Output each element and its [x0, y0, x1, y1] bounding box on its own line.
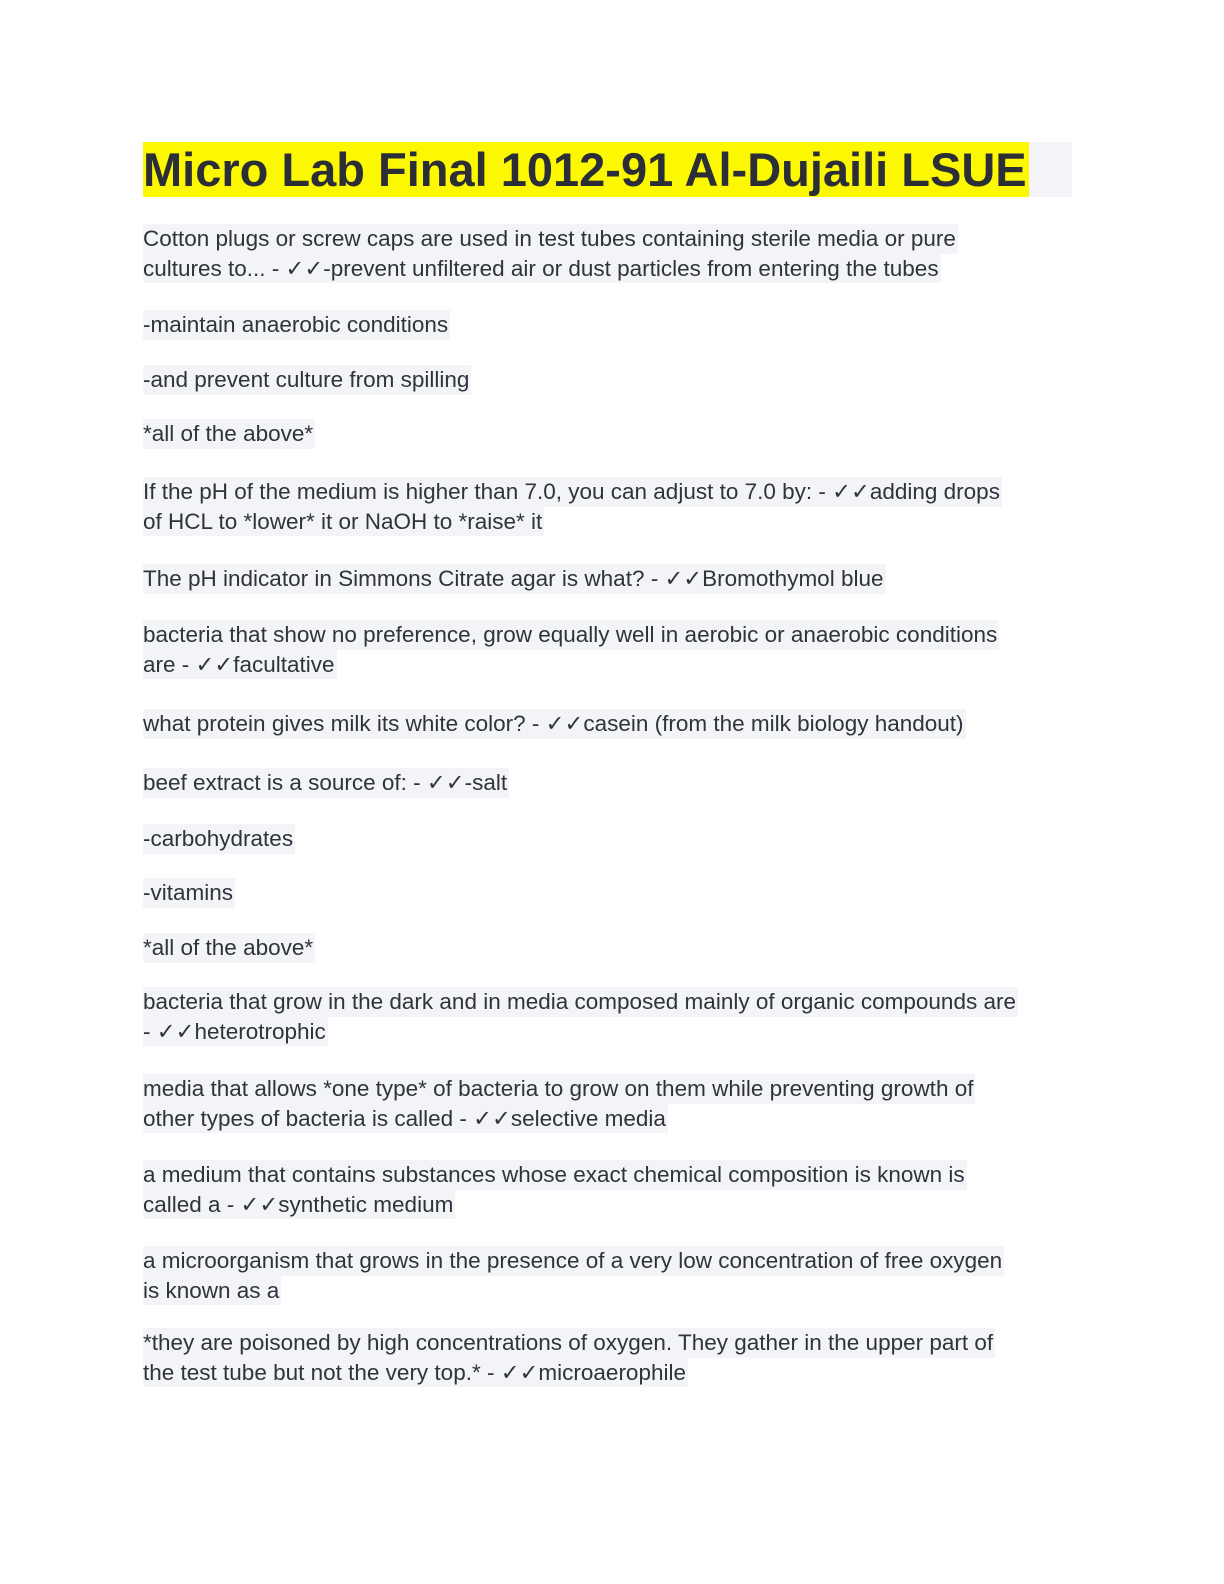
text-line: -carbohydrates — [143, 824, 295, 854]
paragraph-carbohydrates — [143, 824, 1073, 854]
text-line: what protein gives milk its white color? - ✓✓casein (from the milk biology handout) — [143, 709, 966, 739]
text-line: -maintain anaerobic conditions — [143, 310, 450, 340]
text-line: a microorganism that grows in the presence of a very low concentration of free oxygen — [143, 1246, 1004, 1276]
text-line: If the pH of the medium is higher than 7.0, you can adjust to 7.0 by: - ✓✓adding drops — [143, 477, 1002, 507]
text-line: bacteria that show no preference, grow equally well in aerobic or anaerobic conditions — [143, 620, 999, 650]
paragraph-ph-adjust — [143, 477, 1073, 536]
paragraph-vitamins — [143, 878, 1073, 908]
text-line: cultures to... - ✓✓-prevent unfiltered air or dust particles from entering the tubes — [143, 254, 941, 284]
text-line: *all of the above* — [143, 419, 315, 449]
paragraph-low-oxygen — [143, 1246, 1073, 1305]
text-line: of HCL to *lower* it or NaOH to *raise* it — [143, 507, 544, 537]
text-line: *all of the above* — [143, 933, 315, 963]
paragraph-cotton-plugs — [143, 224, 1073, 283]
paragraph-spilling — [143, 365, 1073, 395]
text-line: -and prevent culture from spilling — [143, 365, 471, 395]
text-line: other types of bacteria is called - ✓✓selective media — [143, 1104, 668, 1134]
text-line: bacteria that grow in the dark and in media composed mainly of organic compounds are — [143, 987, 1018, 1017]
paragraph-anaerobic — [143, 310, 1073, 340]
text-line: is known as a — [143, 1276, 281, 1306]
paragraph-all-above-2 — [143, 933, 1073, 963]
title-block — [143, 142, 1072, 197]
text-line: The pH indicator in Simmons Citrate agar is what? - ✓✓Bromothymol blue — [143, 564, 886, 594]
paragraph-selective-media — [143, 1074, 1073, 1133]
text-line: Cotton plugs or screw caps are used in test tubes containing sterile media or pure — [143, 224, 958, 254]
text-line: are - ✓✓facultative — [143, 650, 337, 680]
paragraph-simmons-citrate — [143, 564, 1073, 594]
text-line: the test tube but not the very top.* - ✓✓microaerophile — [143, 1358, 688, 1388]
paragraph-synthetic-medium — [143, 1160, 1073, 1219]
text-line: called a - ✓✓synthetic medium — [143, 1190, 455, 1220]
paragraph-all-above-1 — [143, 419, 1073, 449]
text-line: -vitamins — [143, 878, 235, 908]
text-line: beef extract is a source of: - ✓✓-salt — [143, 768, 509, 798]
document-title: Micro Lab Final 1012-91 Al-Dujaili LSUE — [143, 143, 1027, 196]
paragraph-facultative — [143, 620, 1073, 679]
paragraph-heterotrophic — [143, 987, 1073, 1046]
paragraph-microaerophile — [143, 1328, 1073, 1387]
text-line: a medium that contains substances whose exact chemical composition is known is — [143, 1160, 967, 1190]
paragraph-casein — [143, 709, 1073, 739]
paragraph-beef-extract — [143, 768, 1073, 798]
text-line: media that allows *one type* of bacteria to grow on them while preventing growth of — [143, 1074, 975, 1104]
text-line: *they are poisoned by high concentrations of oxygen. They gather in the upper part of — [143, 1328, 995, 1358]
text-line: - ✓✓heterotrophic — [143, 1017, 328, 1047]
